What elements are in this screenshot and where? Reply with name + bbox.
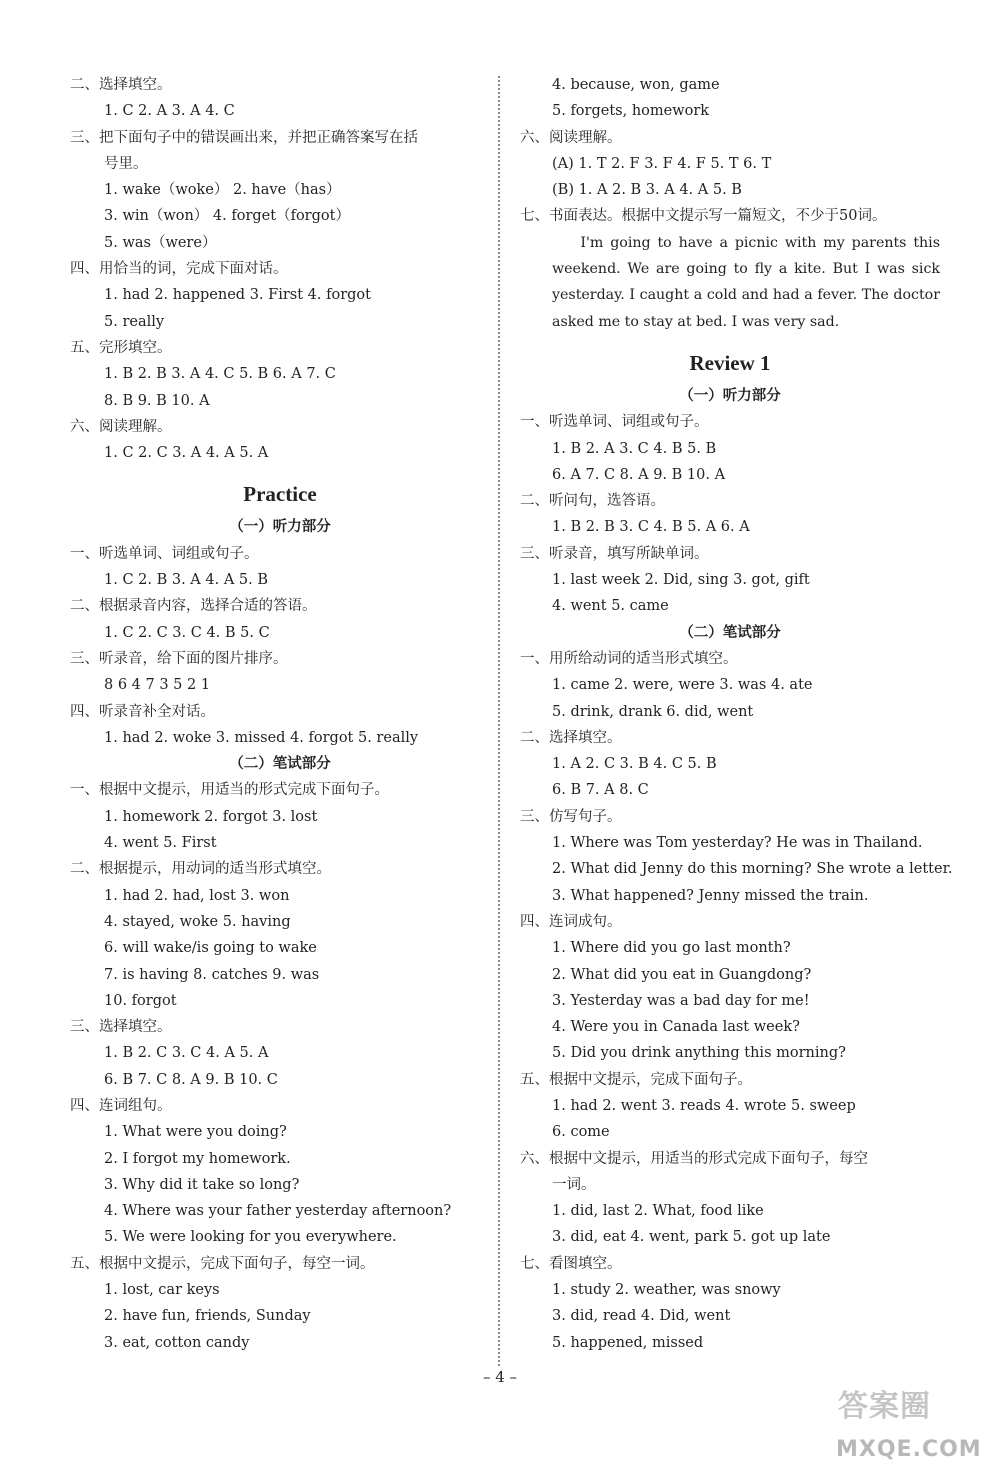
answer-line: 8. B 9. B 10. A: [104, 392, 210, 409]
question-heading: 五、完形填空。: [70, 339, 172, 356]
answer-line: 6. B 7. C 8. A 9. B 10. C: [104, 1071, 278, 1088]
section-title: Review 1: [689, 350, 771, 375]
answer-line: 3. win（won） 4. forget（forgot）: [104, 208, 350, 225]
answer-line: 1. Where did you go last month?: [552, 940, 791, 957]
answer-line: 1. Where was Tom yesterday? He was in Thailand.: [552, 835, 923, 852]
answer-line: (A) 1. T 2. F 3. F 4. F 5. T 6. T: [552, 155, 772, 172]
answer-line: 3. did, eat 4. went, park 5. got up late: [552, 1229, 831, 1246]
question-heading: 六、阅读理解。: [520, 129, 622, 146]
answer-line: 5. Did you drink anything this morning?: [552, 1045, 846, 1062]
answer-line: 2. have fun, friends, Sunday: [104, 1308, 311, 1325]
question-heading: 一、用所给动词的适当形式填空。: [520, 650, 738, 667]
question-heading: 二、选择填空。: [520, 729, 622, 746]
section-title: Practice: [243, 482, 317, 507]
answer-line: 1. B 2. B 3. A 4. C 5. B 6. A 7. C: [104, 366, 336, 383]
answer-line: 1. C 2. C 3. C 4. B 5. C: [104, 624, 270, 641]
answer-line: 1. C 2. A 3. A 4. C: [104, 103, 235, 120]
subsection-heading: （一）听力部分: [229, 518, 331, 536]
question-heading: 四、用恰当的词，完成下面对话。: [70, 261, 288, 278]
answer-line: 6. A 7. C 8. A 9. B 10. A: [552, 466, 726, 483]
answer-line: 5. forgets, homework: [552, 103, 710, 120]
answer-line: 5. really: [104, 313, 165, 330]
answer-line: 1. last week 2. Did, sing 3. got, gift: [552, 572, 810, 589]
answer-line: 5. was（were）: [104, 234, 217, 251]
answer-line: 6. come: [552, 1124, 610, 1141]
answer-line: 5. happened, missed: [552, 1334, 704, 1351]
question-heading: 三、听录音，给下面的图片排序。: [70, 650, 288, 667]
question-heading: 四、连词组句。: [70, 1097, 172, 1114]
answer-line: 一词。: [552, 1176, 596, 1193]
answer-line: 1. B 2. A 3. C 4. B 5. B: [552, 440, 717, 457]
question-heading: 六、根据中文提示，用适当的形式完成下面句子，每空: [520, 1150, 868, 1167]
answer-line: 1. had 2. woke 3. missed 4. forgot 5. really: [104, 729, 419, 746]
watermark-logo: [832, 1380, 984, 1470]
essay-paragraph: I'm going to have a picnic with my parents this weekend. We are going to fly a kite. But I was sick yesterday. I caught a cold and had a fever. The doctor asked me to stay at bed. I was very sad.: [552, 234, 940, 330]
question-heading: 二、根据提示，用动词的适当形式填空。: [70, 861, 331, 878]
question-heading: 一、听选单词、词组或句子。: [70, 545, 259, 562]
question-heading: 六、阅读理解。: [70, 418, 172, 435]
answer-line: 4. went 5. First: [104, 835, 217, 852]
question-heading: 三、选择填空。: [70, 1019, 172, 1036]
question-heading: 五、根据中文提示，完成下面句子。: [520, 1071, 752, 1088]
answer-line: 4. Where was your father yesterday afternoon?: [104, 1203, 452, 1220]
answer-line: 8 6 4 7 3 5 2 1: [104, 677, 211, 694]
answer-line: 1. had 2. happened 3. First 4. forgot: [104, 287, 371, 304]
left-column: [70, 72, 490, 1356]
answer-line: 5. We were looking for you everywhere.: [104, 1229, 397, 1246]
answer-line: 2. What did Jenny do this morning? She wrote a letter.: [552, 861, 953, 878]
question-heading: 七、看图填空。: [520, 1255, 622, 1272]
answer-line: 2. I forgot my homework.: [104, 1150, 291, 1167]
answer-line: (B) 1. A 2. B 3. A 4. A 5. B: [552, 182, 742, 199]
answer-line: 6. B 7. A 8. C: [552, 782, 649, 799]
subsection-heading: （二）笔试部分: [679, 623, 781, 641]
question-heading: 三、仿写句子。: [520, 808, 622, 825]
answer-line: 2. What did you eat in Guangdong?: [552, 966, 812, 983]
question-heading: 三、把下面句子中的错误画出来，并把正确答案写在括: [70, 129, 418, 146]
question-heading: 二、听问句，选答语。: [520, 493, 665, 510]
answer-line: 7. is having 8. catches 9. was: [104, 966, 320, 983]
answer-line: 1. B 2. C 3. C 4. A 5. A: [104, 1045, 269, 1062]
watermark-bottom: MXQE.COM: [836, 1437, 982, 1462]
answer-line: 1. What were you doing?: [104, 1124, 287, 1141]
answer-line: 1. came 2. were, were 3. was 4. ate: [552, 677, 813, 694]
answer-line: 4. stayed, woke 5. having: [104, 913, 291, 930]
answer-line: 3. Yesterday was a bad day for me!: [552, 992, 810, 1009]
answer-line: 1. did, last 2. What, food like: [552, 1203, 764, 1220]
question-heading: 七、书面表达。根据中文提示写一篇短文，不少于50词。: [520, 208, 887, 225]
answer-line: 3. did, read 4. Did, went: [552, 1308, 731, 1325]
answer-line: 5. drink, drank 6. did, went: [552, 703, 754, 720]
question-heading: 四、连词成句。: [520, 913, 622, 930]
answer-line: 1. had 2. went 3. reads 4. wrote 5. sweep: [552, 1097, 856, 1114]
subsection-heading: （二）笔试部分: [229, 755, 331, 773]
right-column: [520, 72, 953, 1356]
question-heading: 五、根据中文提示，完成下面句子，每空一词。: [70, 1255, 375, 1272]
page-number: – 4 –: [482, 1368, 518, 1386]
question-heading: 二、根据录音内容，选择合适的答语。: [70, 598, 317, 615]
answer-line: 10. forgot: [104, 992, 177, 1009]
answer-line: 4. Were you in Canada last week?: [552, 1019, 800, 1036]
answer-line: 1. C 2. C 3. A 4. A 5. A: [104, 445, 269, 462]
question-heading: 三、听录音，填写所缺单词。: [520, 545, 709, 562]
question-heading: 一、听选单词、词组或句子。: [520, 414, 709, 431]
answer-line: 1. lost, car keys: [104, 1282, 220, 1299]
answer-line: 1. C 2. B 3. A 4. A 5. B: [104, 572, 269, 589]
answer-line: 号里。: [104, 155, 148, 172]
answer-line: 1. wake（woke） 2. have（has）: [104, 182, 341, 199]
subsection-heading: （一）听力部分: [679, 386, 781, 404]
answer-line: 1. B 2. B 3. C 4. B 5. A 6. A: [552, 519, 750, 536]
answer-line: 3. What happened? Jenny missed the train.: [552, 887, 869, 904]
question-heading: 二、选择填空。: [70, 77, 172, 93]
answer-line: 1. homework 2. forgot 3. lost: [104, 808, 318, 825]
answer-line: 4. went 5. came: [552, 598, 669, 615]
question-heading: 四、听录音补全对话。: [70, 703, 215, 720]
question-heading: 一、根据中文提示，用适当的形式完成下面句子。: [70, 782, 389, 799]
answer-line: 3. eat, cotton candy: [104, 1334, 250, 1351]
answer-line: 4. because, won, game: [552, 77, 720, 93]
column-divider: [498, 76, 500, 1366]
answer-line: 6. will wake/is going to wake: [104, 940, 317, 957]
answer-line: 1. had 2. had, lost 3. won: [104, 887, 290, 904]
answer-line: 1. A 2. C 3. B 4. C 5. B: [552, 756, 717, 773]
answer-line: 1. study 2. weather, was snowy: [552, 1282, 781, 1299]
watermark-top: 答案圈: [838, 1389, 931, 1424]
answer-line: 3. Why did it take so long?: [104, 1176, 300, 1193]
